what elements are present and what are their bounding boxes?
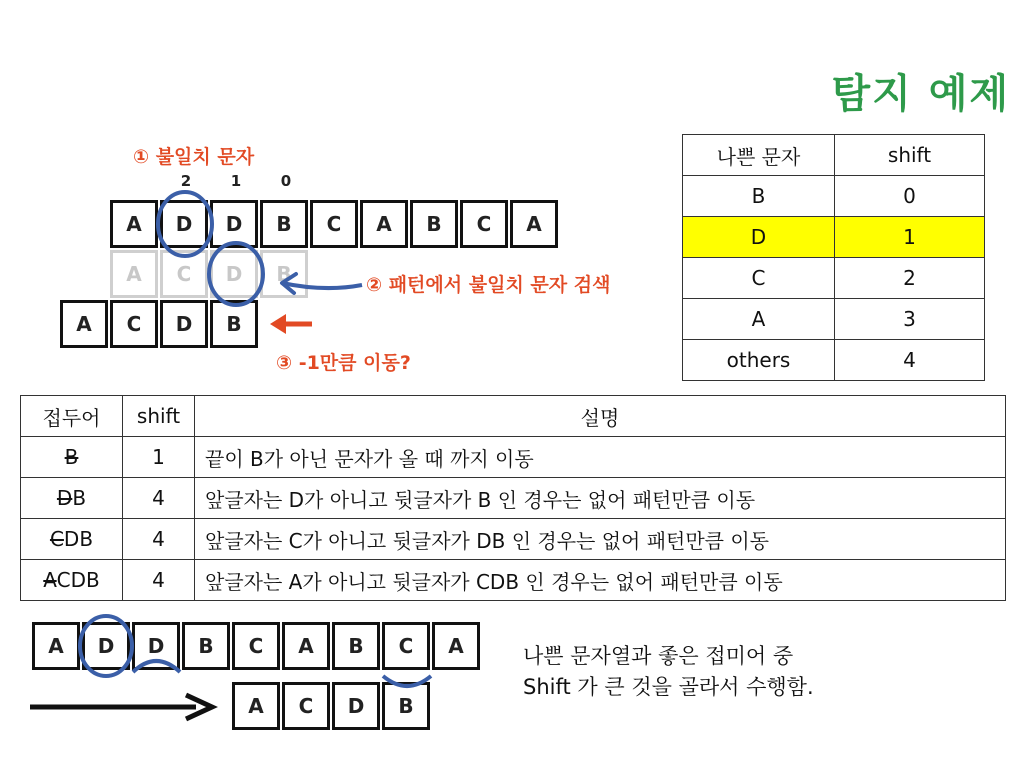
- summary-note: [523, 641, 814, 703]
- bad-char-cell: others: [683, 340, 835, 381]
- note-line: Shift 가 큰 것을 골라서 수행함.: [523, 675, 814, 699]
- faded-pattern-cell: C: [160, 250, 208, 298]
- description-cell: 앞글자는 A가 아니고 뒷글자가 CDB 인 경우는 없어 패턴만큼 이동: [195, 560, 1006, 601]
- text-cell: D: [82, 622, 130, 670]
- shift-arrow-head-icon: [270, 314, 286, 334]
- shift-cell: 4: [123, 519, 195, 560]
- shift-cell: 4: [123, 478, 195, 519]
- text-cell: B: [260, 200, 308, 248]
- bottom-shift-arrow-head-icon: [186, 695, 212, 719]
- good-suffix-table: [20, 395, 1006, 601]
- annotation-search: ② 패턴에서 불일치 문자 검색: [366, 274, 611, 296]
- suffix-cell: [21, 560, 123, 601]
- pattern-cell: B: [382, 682, 430, 730]
- text-cell: D: [210, 200, 258, 248]
- description-cell: 끝이 B가 아닌 문자가 올 때 까지 이동: [195, 437, 1006, 478]
- bad-character-table: [682, 134, 985, 381]
- text-cell: C: [232, 622, 280, 670]
- index-label: 0: [280, 172, 292, 190]
- text-cell: B: [182, 622, 230, 670]
- table-row: [683, 299, 985, 340]
- suffix-rest: DB: [63, 527, 94, 551]
- table-row: [683, 258, 985, 299]
- table-header-row: [21, 396, 1006, 437]
- faded-pattern-cell: D: [210, 250, 258, 298]
- faded-pattern-cell: A: [110, 250, 158, 298]
- table-row: [683, 176, 985, 217]
- shift-cell: 1: [123, 437, 195, 478]
- shift-cell: 0: [835, 176, 985, 217]
- text-cell: B: [410, 200, 458, 248]
- page-title: 탐지 예제: [831, 71, 1010, 117]
- table-row: [21, 478, 1006, 519]
- bad-char-cell: D: [683, 217, 835, 258]
- table-row: [21, 519, 1006, 560]
- text-cell: A: [360, 200, 408, 248]
- column-header: shift: [835, 135, 985, 176]
- shift-cell: 1: [835, 217, 985, 258]
- bad-char-cell: B: [683, 176, 835, 217]
- text-cell: C: [310, 200, 358, 248]
- text-cell: D: [132, 622, 180, 670]
- shift-cell: 4: [123, 560, 195, 601]
- pattern-cell: C: [282, 682, 330, 730]
- column-header: 설명: [195, 396, 1006, 437]
- note-line: 나쁜 문자열과 좋은 접미어 중: [523, 644, 794, 668]
- struck-char: C: [49, 527, 64, 551]
- annotation-shift: ③ -1만큼 이동?: [276, 352, 411, 374]
- column-header: 나쁜 문자: [683, 135, 835, 176]
- suffix-cell: [21, 478, 123, 519]
- shift-cell: 4: [835, 340, 985, 381]
- struck-char: A: [43, 568, 57, 592]
- pattern-cell: A: [232, 682, 280, 730]
- bad-char-cell: C: [683, 258, 835, 299]
- suffix-cell: [21, 437, 123, 478]
- struck-char: D: [56, 486, 73, 510]
- text-cell: C: [382, 622, 430, 670]
- table-row: [21, 560, 1006, 601]
- faded-pattern-cell: B: [260, 250, 308, 298]
- column-header: 접두어: [21, 396, 123, 437]
- text-cell: A: [282, 622, 330, 670]
- text-cell: B: [332, 622, 380, 670]
- table-row-highlighted: [683, 217, 985, 258]
- struck-char: B: [64, 445, 79, 469]
- pattern-cell: A: [60, 300, 108, 348]
- description-cell: 앞글자는 C가 아니고 뒷글자가 DB 인 경우는 없어 패턴만큼 이동: [195, 519, 1006, 560]
- suffix-rest: CDB: [56, 568, 100, 592]
- bad-char-cell: A: [683, 299, 835, 340]
- index-label: 1: [230, 172, 242, 190]
- text-cell: A: [32, 622, 80, 670]
- text-cell: A: [432, 622, 480, 670]
- shift-cell: 2: [835, 258, 985, 299]
- description-cell: 앞글자는 D가 아니고 뒷글자가 B 인 경우는 없어 패턴만큼 이동: [195, 478, 1006, 519]
- index-label: 2: [180, 172, 192, 190]
- table-row: [683, 340, 985, 381]
- column-header: shift: [123, 396, 195, 437]
- pattern-cell: B: [210, 300, 258, 348]
- text-cell: A: [110, 200, 158, 248]
- text-cell: D: [160, 200, 208, 248]
- suffix-cell: [21, 519, 123, 560]
- suffix-rest: B: [72, 486, 87, 510]
- annotation-mismatch: ① 불일치 문자: [133, 146, 255, 168]
- pattern-cell: C: [110, 300, 158, 348]
- text-cell: C: [460, 200, 508, 248]
- table-row: [21, 437, 1006, 478]
- pattern-cell: D: [332, 682, 380, 730]
- text-cell: A: [510, 200, 558, 248]
- table-header-row: [683, 135, 985, 176]
- pattern-cell: D: [160, 300, 208, 348]
- shift-cell: 3: [835, 299, 985, 340]
